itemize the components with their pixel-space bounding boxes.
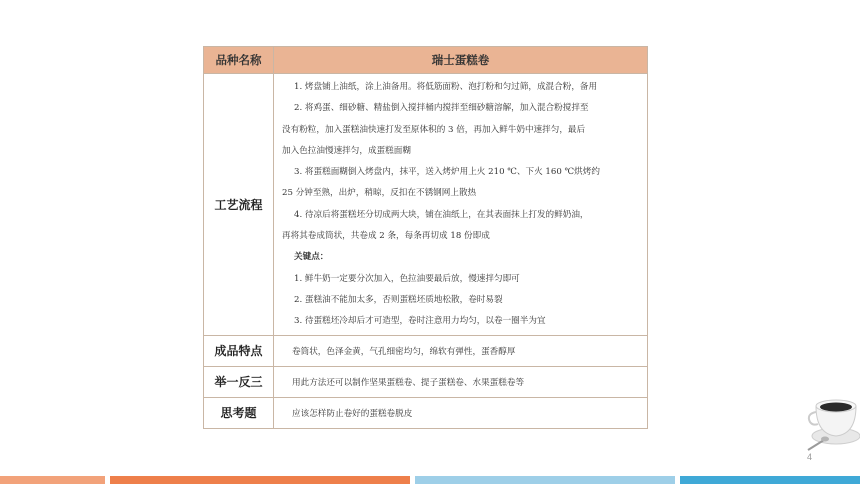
key-points-title: 关键点： <box>294 252 329 263</box>
page-number: 4 <box>807 452 813 462</box>
process-line: 3. 将蛋糕面糊倒入烤盘内，抹平，送入烤炉用上火 210 ℃、下火 160 ℃烘烤约 <box>294 167 600 178</box>
question-row <box>204 397 648 428</box>
extend-label: 举一反三 <box>204 366 274 397</box>
process-row <box>204 74 648 336</box>
question-text: 应该怎样防止卷好的蛋糕卷脱皮 <box>274 397 648 428</box>
header-variety-name: 品种名称 <box>204 47 274 74</box>
key-point: 2. 蛋糕油不能加太多，否则蛋糕坯质地松散，卷时易裂 <box>294 294 503 305</box>
question-label: 思考题 <box>204 397 274 428</box>
process-line: 2. 将鸡蛋、细砂糖、精盐倒入搅拌桶内搅拌至细砂糖溶解，加入混合粉搅拌至 <box>294 103 589 114</box>
extend-row <box>204 366 648 397</box>
process-content <box>274 74 648 336</box>
features-text: 卷筒状，色泽金黄，气孔细密均匀，绵软有弹性，蛋香醇厚 <box>274 335 648 366</box>
coffee-cup-icon <box>802 384 860 454</box>
footer-bar-segment <box>0 476 105 484</box>
process-line: 加入色拉油慢速拌匀，成蛋糕面糊 <box>282 145 411 156</box>
features-row <box>204 335 648 366</box>
extend-text: 用此方法还可以制作坚果蛋糕卷、提子蛋糕卷、水果蛋糕卷等 <box>274 366 648 397</box>
process-line: 1. 烤盘铺上油纸，涂上油备用。将低筋面粉、泡打粉和匀过筛，成混合粉，备用 <box>294 82 598 92</box>
footer-bar-segment <box>110 476 410 484</box>
footer-bar-segment <box>415 476 675 484</box>
key-point: 1. 鲜牛奶一定要分次加入，色拉油要最后放，慢速拌匀即可 <box>294 273 520 284</box>
process-line: 没有粉粒，加入蛋糕油快速打发至原体积的 3 倍，再加入鲜牛奶中速拌匀，最后 <box>282 124 586 135</box>
process-line: 4. 待凉后将蛋糕坯分切成两大块，铺在油纸上，在其表面抹上打发的鲜奶油， <box>294 209 589 220</box>
table-header-row <box>204 47 648 74</box>
recipe-table <box>203 46 648 429</box>
process-label: 工艺流程 <box>204 74 274 336</box>
footer-bar-segment <box>680 476 860 484</box>
process-line: 25 分钟至熟，出炉，稍晾，反扣在不锈钢网上散热 <box>282 188 477 199</box>
key-point: 3. 待蛋糕坯冷却后才可造型，卷时注意用力均匀，以卷一圈半为宜 <box>294 316 546 327</box>
features-label: 成品特点 <box>204 335 274 366</box>
process-line: 再将其卷成筒状，共卷成 2 条，每条再切成 18 份即成 <box>282 231 490 242</box>
header-product-title: 瑞士蛋糕卷 <box>274 47 648 74</box>
